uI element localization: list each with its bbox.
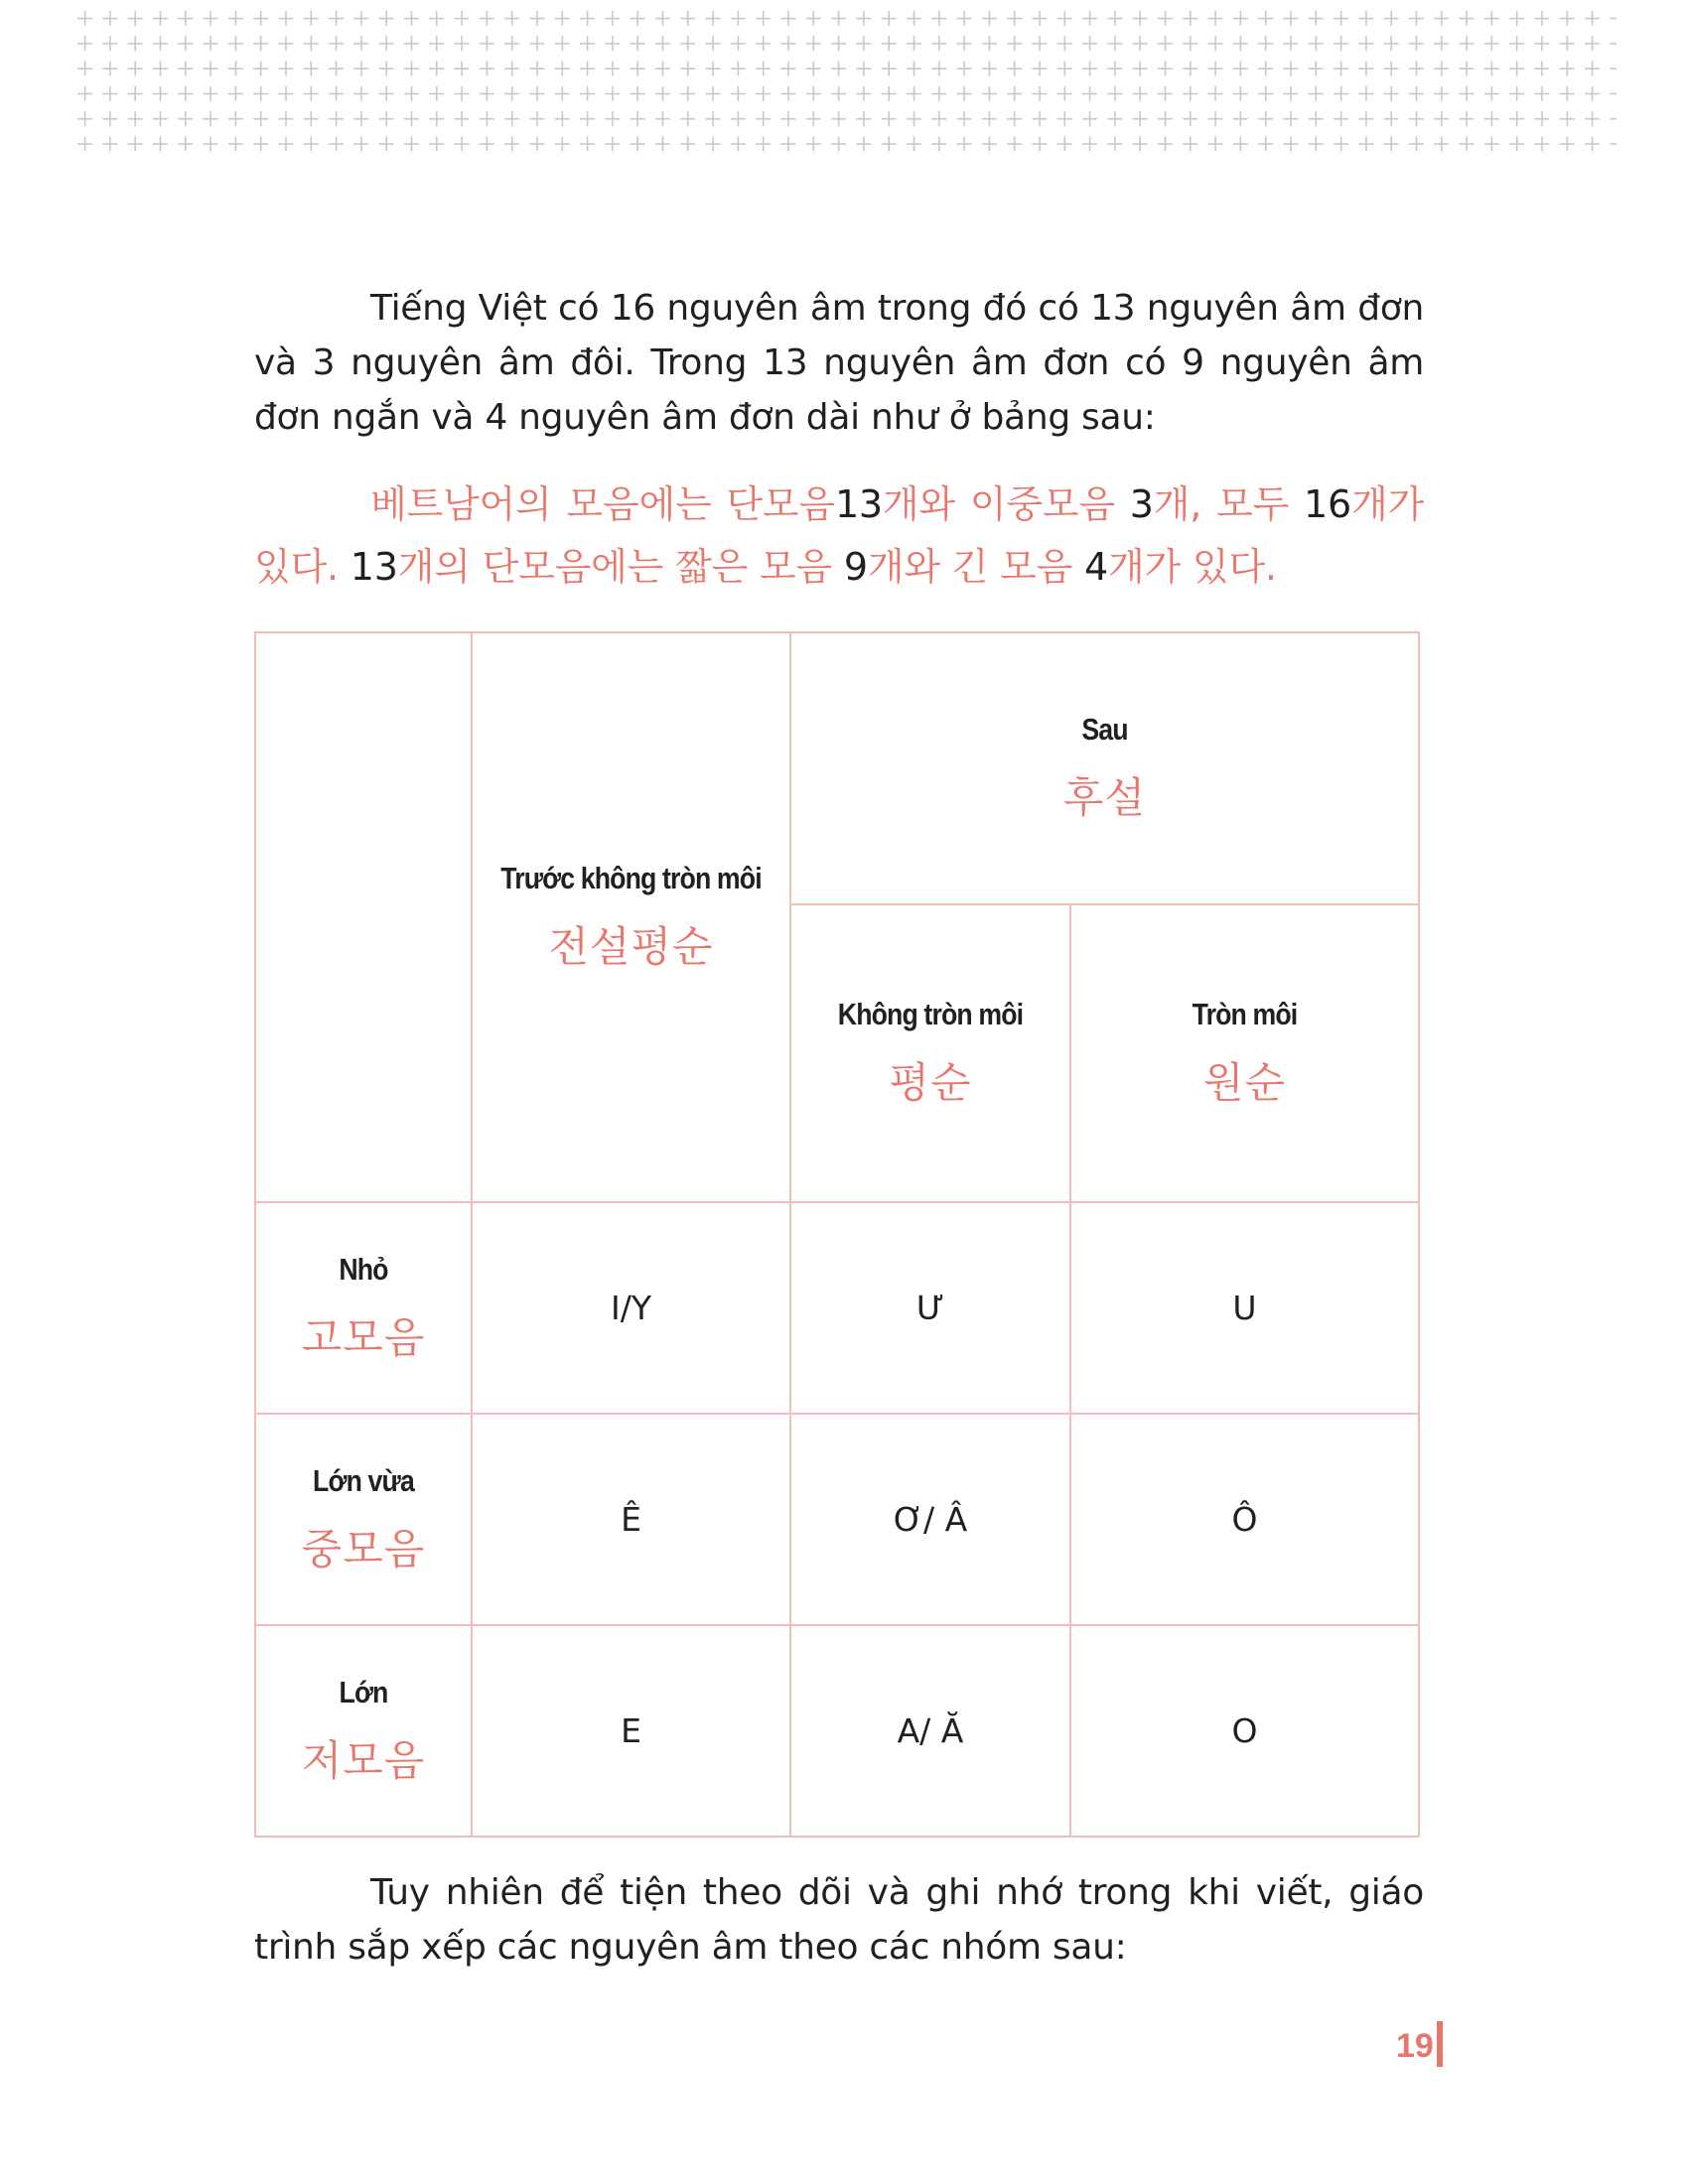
korean-text: 개가 있다. <box>254 482 1424 589</box>
row-label-vi: Lớn <box>339 1674 388 1709</box>
vowel-cell: I/Y <box>472 1202 790 1414</box>
vowel-cell: Ô <box>1070 1414 1419 1625</box>
row-header <box>255 1625 472 1837</box>
header-label-kr: 전설평순 <box>548 922 714 971</box>
page-number-bar <box>1437 2021 1443 2067</box>
vowel-cell: O <box>1070 1625 1419 1837</box>
header-label-vi: Trước không tròn môi <box>500 861 762 895</box>
korean-number: 9 <box>843 545 868 589</box>
korean-text: 개, 모두 <box>1153 482 1304 526</box>
table-row <box>255 1202 1419 1414</box>
vowel-cell: E <box>472 1625 790 1837</box>
vowel-table <box>254 631 1420 1838</box>
korean-paragraph-block <box>254 474 1424 599</box>
intro-paragraph-block <box>254 281 1424 445</box>
row-header <box>255 1414 472 1625</box>
header-label-kr: 후설 <box>1062 773 1147 822</box>
korean-number: 3 <box>1129 482 1154 526</box>
row-label-kr: 중모음 <box>301 1524 426 1573</box>
vowel-cell: Ư <box>790 1202 1070 1414</box>
row-label-kr: 저모음 <box>301 1735 426 1785</box>
row-label-kr: 고모음 <box>301 1312 426 1362</box>
korean-text: 베트남어의 모음에는 단모음 <box>370 482 835 526</box>
row-header <box>255 1202 472 1414</box>
korean-text: 개가 있다. <box>1108 545 1277 589</box>
header-label-vi: Sau <box>1081 712 1128 747</box>
korean-text: 개와 긴 모음 <box>867 545 1085 589</box>
empty-corner-cell <box>255 632 472 1202</box>
intro-paragraph: Tiếng Việt có 16 nguyên âm trong đó có 13 nguyên âm đơn và 3 nguyên âm đôi. Trong 13 nguyên âm đơn có 9 nguyên âm đơn ngắn và 4 nguyên âm đơn dài như ở bảng sau: <box>254 288 1424 438</box>
row-label-vi: Nhỏ <box>339 1251 388 1287</box>
decorative-plus-grid <box>0 0 1688 179</box>
table-row <box>255 1414 1419 1625</box>
vowel-cell: Ơ/ Â <box>790 1414 1070 1625</box>
korean-number: 13 <box>834 482 883 526</box>
korean-number: 4 <box>1084 545 1109 589</box>
korean-text: 개와 이중모음 <box>882 482 1130 526</box>
header-label-vi: Tròn môi <box>1192 997 1298 1031</box>
vowel-cell: U <box>1070 1202 1419 1414</box>
header-back-unrounded <box>790 904 1070 1202</box>
closing-paragraph-block <box>254 1865 1424 1975</box>
korean-text: 개의 단모음에는 짧은 모음 <box>397 545 844 589</box>
vowel-cell: A/ Ă <box>790 1625 1070 1837</box>
header-front-unrounded <box>472 632 790 1202</box>
korean-number: 16 <box>1304 482 1351 526</box>
closing-paragraph: Tuy nhiên để tiện theo dõi và ghi nhớ trong khi viết, giáo trình sắp xếp các nguyên âm theo các nhóm sau: <box>254 1872 1424 1968</box>
row-label-vi: Lớn vừa <box>313 1462 414 1498</box>
page-number: 19 <box>1396 2027 1434 2065</box>
table-header-row <box>255 632 1419 904</box>
header-label-kr: 평순 <box>889 1058 972 1107</box>
header-label-vi: Không tròn môi <box>837 997 1024 1031</box>
table-row <box>255 1625 1419 1837</box>
korean-paragraph <box>254 474 1424 599</box>
header-back <box>790 632 1419 904</box>
header-back-rounded <box>1070 904 1419 1202</box>
korean-number: 13 <box>350 545 398 589</box>
header-label-kr: 원순 <box>1202 1058 1287 1107</box>
vowel-cell: Ê <box>472 1414 790 1625</box>
